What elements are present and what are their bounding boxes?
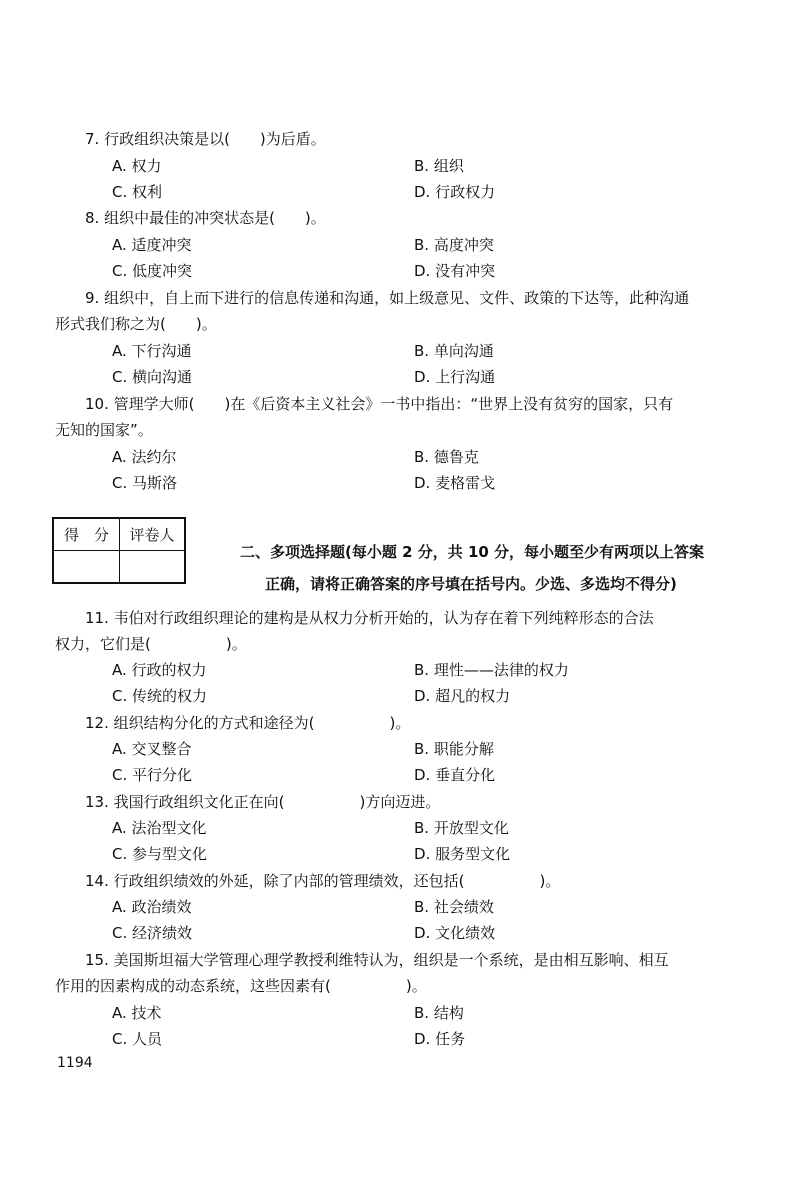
question-9-stem-line1: 9. 组织中，自上而下进行的信息传递和沟通，如上级意见、文件、政策的下达等，此种沟通: [85, 289, 690, 307]
question-8-option-d: D. 没有冲突: [414, 262, 496, 280]
question-15-stem-line2: 作用的因素构成的动态系统，这些因素有( )。: [55, 977, 427, 995]
grader-cell: [120, 551, 186, 584]
question-7-option-d: D. 行政权力: [414, 183, 496, 201]
question-14-option-b: B. 社会绩效: [414, 898, 494, 916]
question-14-option-d: D. 文化绩效: [414, 924, 496, 942]
question-7-option-c: C. 权利: [112, 183, 163, 201]
question-12-option-d: D. 垂直分化: [414, 766, 496, 784]
question-13-option-a: A. 法治型文化: [112, 819, 207, 837]
question-15-option-a: A. 技术: [112, 1004, 162, 1022]
question-14-option-a: A. 政治绩效: [112, 898, 192, 916]
question-10-option-b: B. 德鲁克: [414, 448, 479, 466]
question-15-option-b: B. 结构: [414, 1004, 464, 1022]
question-11-stem-line2: 权力，它们是( )。: [55, 635, 247, 653]
question-12-option-a: A. 交叉整合: [112, 740, 192, 758]
page-number: 1194: [57, 1055, 93, 1071]
question-13-option-d: D. 服务型文化: [414, 845, 511, 863]
question-15-option-d: D. 任务: [414, 1030, 466, 1048]
question-10-option-a: A. 法约尔: [112, 448, 177, 466]
question-14-stem: 14. 行政组织绩效的外延，除了内部的管理绩效，还包括( )。: [85, 872, 561, 890]
question-13-option-b: B. 开放型文化: [414, 819, 509, 837]
question-12-option-c: C. 平行分化: [112, 766, 193, 784]
question-12-option-b: B. 职能分解: [414, 740, 494, 758]
question-10-stem-line2: 无知的国家”。: [55, 421, 153, 439]
question-11-stem-line1: 11. 韦伯对行政组织理论的建构是从权力分析开始的，认为存在着下列纯粹形态的合法: [85, 609, 654, 627]
question-12-stem: 12. 组织结构分化的方式和途径为( )。: [85, 714, 411, 732]
question-7-stem: 7. 行政组织决策是以( )为后盾。: [85, 130, 326, 148]
question-9-option-a: A. 下行沟通: [112, 342, 192, 360]
question-13-stem: 13. 我国行政组织文化正在向( )方向迈进。: [85, 793, 441, 811]
question-15-option-c: C. 人员: [112, 1030, 163, 1048]
question-15-stem-line1: 15. 美国斯坦福大学管理心理学教授利维特认为，组织是一个系统，是由相互影响、相互: [85, 951, 669, 969]
score-cell: [53, 551, 120, 584]
question-8-option-a: A. 适度冲突: [112, 236, 192, 254]
question-13-option-c: C. 参与型文化: [112, 845, 208, 863]
question-9-stem-line2: 形式我们称之为( )。: [55, 315, 217, 333]
section-2-heading-line2: 正确，请将正确答案的序号填在括号内。少选、多选均不得分): [265, 575, 677, 593]
question-9-option-b: B. 单向沟通: [414, 342, 494, 360]
question-7-option-a: A. 权力: [112, 157, 162, 175]
question-10-option-c: C. 马斯洛: [112, 474, 178, 492]
score-label: 得 分: [53, 518, 120, 551]
question-8-stem: 8. 组织中最佳的冲突状态是( )。: [85, 209, 326, 227]
question-9-option-d: D. 上行沟通: [414, 368, 496, 386]
question-9-option-c: C. 横向沟通: [112, 368, 193, 386]
question-7-option-b: B. 组织: [414, 157, 464, 175]
question-14-option-c: C. 经济绩效: [112, 924, 193, 942]
question-11-option-b: B. 理性——法律的权力: [414, 661, 569, 679]
section-2-heading-line1: 二、多项选择题(每小题 2 分，共 10 分，每小题至少有两项以上答案: [240, 543, 705, 561]
score-table: [52, 517, 186, 584]
question-10-stem-line1: 10. 管理学大师( )在《后资本主义社会》一书中指出：“世界上没有贫穷的国家，只有: [85, 395, 674, 413]
question-8-option-b: B. 高度冲突: [414, 236, 494, 254]
question-10-option-d: D. 麦格雷戈: [414, 474, 496, 492]
question-8-option-c: C. 低度冲突: [112, 262, 193, 280]
grader-label: 评卷人: [120, 518, 186, 551]
question-11-option-c: C. 传统的权力: [112, 687, 208, 705]
question-11-option-a: A. 行政的权力: [112, 661, 207, 679]
question-11-option-d: D. 超凡的权力: [414, 687, 511, 705]
